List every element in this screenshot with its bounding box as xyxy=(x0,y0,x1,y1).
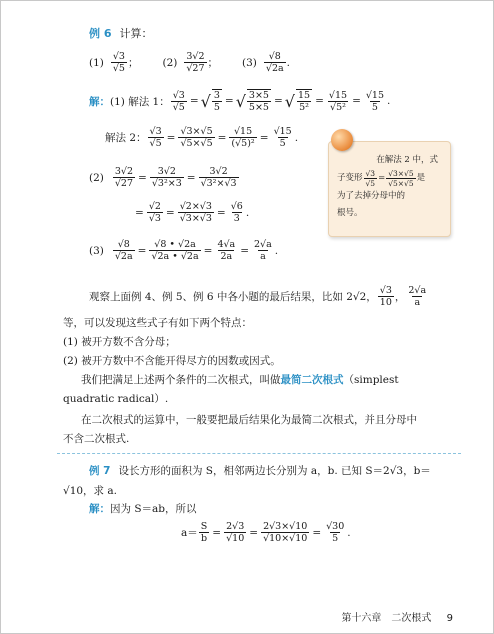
problem-3-frac-wrap xyxy=(263,51,287,74)
part3-frac-2-num: 4√a xyxy=(217,239,236,250)
problem-2-sep: ； xyxy=(207,57,219,69)
definition-pre: 我们把满足上述两个条件的二次根式，叫做 xyxy=(81,374,281,386)
part3-eq-2: = xyxy=(203,244,213,257)
method1-end: . xyxy=(387,95,391,107)
method2-frac-0-wrap xyxy=(147,126,165,149)
problem-1-frac-wrap xyxy=(110,51,128,74)
observation-line1 xyxy=(89,285,429,308)
part2b-frac-2-wrap xyxy=(228,201,246,224)
part2-no: (2) xyxy=(89,171,104,184)
part2a-frac-2-den: √3²×√3 xyxy=(200,178,237,189)
method1-frac-0-wrap xyxy=(170,90,188,113)
example7-solution-label: 解： xyxy=(89,503,110,515)
definition-line xyxy=(81,371,481,390)
definition-english: quadratic radical）. xyxy=(63,393,169,405)
example6-header xyxy=(89,25,152,41)
observation-comma: ， xyxy=(394,291,406,303)
definition-post: （simplest xyxy=(343,374,399,386)
part3-frac-1-den: √2a • √2a xyxy=(151,251,199,262)
note-frac-a xyxy=(364,169,378,188)
example7-eq-frac-3-num: √30 xyxy=(326,521,345,532)
rule-line2: 不含二次根式. xyxy=(63,433,130,445)
part3-frac-2 xyxy=(215,239,237,262)
problem-1-sep: ； xyxy=(127,57,139,69)
part2a-frac-1-wrap xyxy=(149,166,185,189)
method2-frac-1-wrap xyxy=(177,126,215,149)
part2a-eq-1: = xyxy=(138,171,147,184)
observation-frac1-num: √3 xyxy=(379,285,392,296)
method1-line xyxy=(89,89,390,113)
part2a-frac-0-wrap xyxy=(112,166,136,189)
part3-frac-0-wrap xyxy=(112,239,136,262)
part2a-frac-2-wrap xyxy=(198,166,240,189)
problem-3-no: (3) xyxy=(242,56,257,69)
problem-1 xyxy=(89,51,138,74)
example6-problems xyxy=(89,51,314,74)
chapter-title: 第十六章 二次根式 xyxy=(341,613,432,624)
method1-frac-2-num: 3×5 xyxy=(248,90,269,101)
part2a-frac-0-den: √27 xyxy=(114,178,134,189)
part2b-frac-2-num: √6 xyxy=(230,201,243,212)
method2-end: . xyxy=(294,131,299,144)
method2-frac-1-den: √5×√5 xyxy=(180,138,213,149)
part3-frac-1-wrap xyxy=(148,239,201,262)
part3-frac-3 xyxy=(252,239,274,262)
feature-2: (2) 被开方数中不含能开得尽方的因数或因式。 xyxy=(63,355,281,367)
method1-frac-3-radical-icon: √ xyxy=(284,91,295,111)
part2a-frac-0-num: 3√2 xyxy=(114,166,134,177)
note-line2-eq: = xyxy=(378,173,386,183)
note-frac-a-den: √5 xyxy=(365,179,376,188)
observation-frac2-den: a xyxy=(414,297,421,308)
example7-eq-frac-1-wrap xyxy=(223,521,247,544)
part3-frac-1-num: √8 • √2a xyxy=(154,239,196,250)
method1-frac-1-wrap xyxy=(201,89,223,113)
example6-label: 例 6 xyxy=(89,27,112,40)
part2b-end: . xyxy=(245,206,250,219)
note-frac-b-num: √3×√5 xyxy=(388,169,414,178)
part3-frac-3-num: 2√a xyxy=(254,239,272,250)
part2b-frac-1-den: √3×√3 xyxy=(179,213,212,224)
method2-frac-3-wrap xyxy=(271,126,295,149)
part3-frac-0-num: √8 xyxy=(117,239,130,250)
problem-1-frac-den: √5 xyxy=(112,63,125,74)
method2-frac-2-num: √15 xyxy=(234,126,253,137)
method2-frac-2 xyxy=(229,126,256,149)
page-number: 9 xyxy=(446,613,453,624)
note-line2-prefix: 子变形 xyxy=(337,173,363,183)
observation-frac1 xyxy=(378,285,394,308)
feature-1: (1) 被开方数不含分母； xyxy=(63,336,176,348)
problem-1-frac-num: √3 xyxy=(112,51,125,62)
method1-prefix: (1) 解法 1： xyxy=(110,95,170,108)
example7-eq-frac-0-wrap xyxy=(198,521,211,544)
method2-frac-1 xyxy=(178,126,214,149)
method2-eq-3: = xyxy=(259,131,269,144)
part2a-eq-2: = xyxy=(186,171,196,184)
part2b-lead-eq: = xyxy=(135,206,144,219)
part2b-frac-1-wrap xyxy=(177,201,215,224)
example7-eq-frac-0-num: S xyxy=(200,521,208,532)
problem-2-frac-num: 3√2 xyxy=(186,51,205,62)
part3-frac-0 xyxy=(113,239,135,262)
method1-frac-1-radical-icon: √ xyxy=(200,91,211,111)
example7-eq-frac-2-den: √10×√10 xyxy=(263,533,308,544)
method1-eq-5: = xyxy=(352,95,361,107)
method2-prefix: 解法 2： xyxy=(105,132,147,144)
method2-frac-0-num: √3 xyxy=(149,126,162,137)
example7-eq-frac-1-den: √10 xyxy=(226,533,245,544)
method2-eq-1: = xyxy=(166,131,176,144)
method2-frac-0 xyxy=(148,126,164,149)
example7-eq-frac-1 xyxy=(224,521,246,544)
part2a-frac-2 xyxy=(199,166,239,189)
part3-end: . xyxy=(274,244,279,257)
note-frac-b xyxy=(386,169,415,188)
method1-eq-2: = xyxy=(224,95,234,107)
observation-text1: 观察上面例 4、例 5、例 6 中各小题的最后结果，比如 2√2， xyxy=(89,291,377,303)
method1-frac-1-num: 3 xyxy=(213,90,220,101)
method1-frac-3-wrap xyxy=(285,89,313,113)
part3-eq-1: = xyxy=(137,244,147,257)
example7-eq-frac-2-wrap xyxy=(260,521,310,544)
method2-frac-3-num: √15 xyxy=(273,126,292,137)
part2b-eq-1: = xyxy=(165,206,175,219)
problem-3-frac-den: √2a xyxy=(265,63,284,74)
example7-eq-eq-1: = xyxy=(212,526,222,539)
method1-frac-1 xyxy=(212,89,222,113)
problem-3-frac-num: √8 xyxy=(268,51,281,62)
method1-frac-2 xyxy=(247,89,271,113)
method2-frac-1-num: √3×√5 xyxy=(180,126,213,137)
part3-frac-0-den: √2a xyxy=(114,251,133,262)
part2a-frac-1-num: 3√2 xyxy=(157,166,176,177)
problem-2 xyxy=(162,51,218,74)
part2b-frac-1-num: √2×√3 xyxy=(179,201,212,212)
example6-title: 计算： xyxy=(119,27,153,40)
method1-frac-3 xyxy=(296,89,312,113)
method1-frac-4-num: √15 xyxy=(328,89,348,101)
method1-frac-0-den: √5 xyxy=(172,101,185,113)
part3-no: (3) xyxy=(89,244,104,257)
example7-eq-frac-0-den: b xyxy=(200,533,208,544)
note-line2-suffix: 是 xyxy=(416,173,426,183)
method2-frac-3-den: 5 xyxy=(279,138,286,149)
example7-solution xyxy=(89,501,197,516)
part3-frac-1 xyxy=(149,239,200,262)
part2a-frac-1-den: √3²×3 xyxy=(151,178,182,189)
example7-line1 xyxy=(89,463,431,478)
note-line3: 为了去掉分母中的 xyxy=(337,191,406,201)
note-frac-b-den: √5×√5 xyxy=(388,179,414,188)
part3-eq-3: = xyxy=(240,244,250,257)
problem-2-no: (2) xyxy=(162,56,178,69)
part2-line1 xyxy=(89,166,240,189)
note-frac-a-num: √3 xyxy=(365,169,376,178)
method1-frac-5-wrap xyxy=(363,90,387,113)
example7-eq-frac-3-wrap xyxy=(323,521,347,544)
method1-eq-4: = xyxy=(315,95,324,107)
method1-eq-1: = xyxy=(189,95,199,107)
part2b-frac-1 xyxy=(178,201,214,224)
example7-eq-eq-3: = xyxy=(312,526,322,539)
pushpin-icon xyxy=(331,129,353,151)
observation-line2: 等，可以发现这些式子有如下两个特点： xyxy=(63,317,252,329)
section-divider xyxy=(57,453,461,454)
example7-line2: √10，求 a. xyxy=(63,485,117,497)
method1-frac-5-den: 5 xyxy=(371,101,378,113)
example7-eq-lhs: a＝ xyxy=(181,527,198,539)
method1-frac-0 xyxy=(171,90,187,113)
example7-text1: 设长方形的面积为 S，相邻两边长分别为 a，b. 已知 S＝2√3，b＝ xyxy=(118,465,431,477)
part2b-frac-0 xyxy=(147,201,163,224)
observation-frac2 xyxy=(406,285,428,308)
part2b-frac-2 xyxy=(229,201,245,224)
part2-line2 xyxy=(133,201,249,224)
definition-term: 最简二次根式 xyxy=(280,374,344,386)
part3-frac-2-wrap xyxy=(214,239,238,262)
example7-eq-end: . xyxy=(347,526,351,539)
problem-3-sep: . xyxy=(286,56,290,69)
example7-eq-eq-2: = xyxy=(249,526,259,539)
margin-note xyxy=(328,141,451,237)
method1-frac-5 xyxy=(364,90,386,113)
note-line2 xyxy=(337,169,442,188)
example7-eq-frac-1-num: 2√3 xyxy=(226,521,245,532)
problem-3-frac xyxy=(264,51,286,74)
method1-eq-3: = xyxy=(273,95,283,107)
part3-frac-2-den: 2a xyxy=(220,251,233,262)
part2a-frac-1 xyxy=(150,166,184,189)
problem-1-frac xyxy=(111,51,127,74)
part3-frac-3-den: a xyxy=(260,251,266,262)
method1-frac-1-den: 5 xyxy=(213,102,220,113)
method1-frac-3-num: 15 xyxy=(298,90,311,101)
method2-line xyxy=(105,126,298,149)
observation-frac1-den: 10 xyxy=(379,297,392,308)
method1-frac-4 xyxy=(327,90,349,113)
example7-eq-frac-0 xyxy=(199,521,210,544)
method2-frac-2-wrap xyxy=(228,126,257,149)
example7-solution-text: 因为 S＝ab，所以 xyxy=(110,503,197,515)
example7-eq-frac-3 xyxy=(324,521,346,544)
method1-frac-4-wrap xyxy=(326,90,350,113)
method1-frac-2-wrap xyxy=(236,89,272,113)
part2b-frac-0-den: √3 xyxy=(148,213,161,224)
example7-eq-frac-3-den: 5 xyxy=(332,533,339,544)
method2-frac-3 xyxy=(272,126,294,149)
method1-frac-3-den: 5² xyxy=(299,102,309,113)
method1-frac-0-num: √3 xyxy=(172,89,185,101)
problem-2-frac-den: √27 xyxy=(186,63,205,74)
method2-frac-2-den: (√5)² xyxy=(231,138,255,149)
example7-eq-frac-2-num: 2√3×√10 xyxy=(263,521,308,532)
example7-label: 例 7 xyxy=(89,465,111,477)
part2b-frac-0-wrap xyxy=(146,201,164,224)
part2a-frac-2-num: 3√2 xyxy=(209,166,228,177)
solution-label: 解： xyxy=(89,95,110,108)
method1-frac-2-radical-icon: √ xyxy=(235,91,246,111)
part2b-frac-2-den: 3 xyxy=(233,213,240,224)
problem-3 xyxy=(242,51,290,74)
part3-line xyxy=(89,239,278,262)
problem-1-no: (1) xyxy=(89,56,104,69)
part2a-frac-0 xyxy=(113,166,135,189)
method2-frac-0-den: √5 xyxy=(149,138,162,149)
part2b-eq-2: = xyxy=(216,206,226,219)
problem-2-frac-wrap xyxy=(183,51,207,74)
observation-frac2-num: 2√a xyxy=(408,285,427,296)
method2-eq-2: = xyxy=(217,131,227,144)
method1-frac-5-num: √15 xyxy=(365,89,385,101)
method1-frac-4-den: √5² xyxy=(330,101,346,113)
page-footer xyxy=(341,609,453,624)
part2b-frac-0-num: √2 xyxy=(148,201,161,212)
part3-frac-3-wrap xyxy=(251,239,275,262)
note-line4: 根号。 xyxy=(337,208,363,218)
rule-line1: 在二次根式的运算中，一般要把最后结果化为最简二次根式，并且分母中 xyxy=(81,414,417,426)
example7-equation xyxy=(181,521,351,544)
example7-eq-frac-2 xyxy=(261,521,309,544)
problem-2-frac xyxy=(184,51,206,74)
method1-frac-2-den: 5×5 xyxy=(248,102,269,113)
note-line1: 在解法 2 中，式 xyxy=(376,155,438,165)
